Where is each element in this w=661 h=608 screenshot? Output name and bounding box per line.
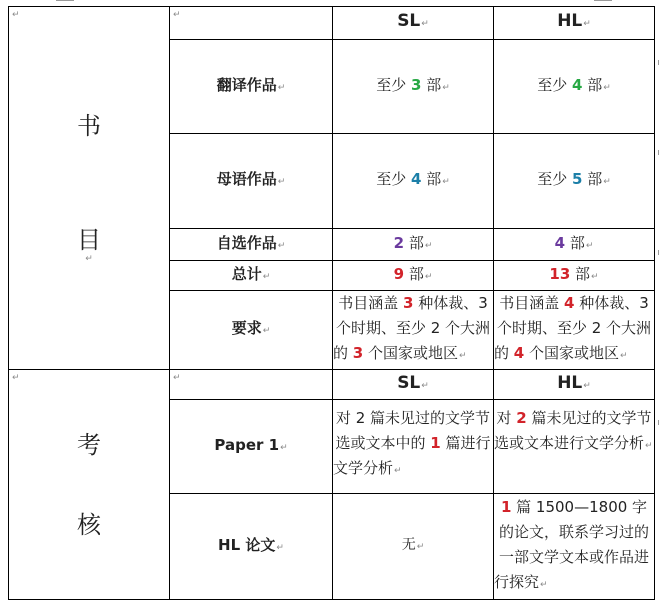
label-paper1: Paper 1↵ xyxy=(170,400,333,494)
header-sl: SL↵ xyxy=(333,7,494,40)
count-number: 13 xyxy=(549,264,571,283)
section-char-shu: 书 xyxy=(77,112,101,140)
hl-total: 13 部↵ xyxy=(494,261,655,291)
hl-requirements: 书目涵盖 4 种体裁、3 个时期、至少 2 个大洲的 4 个国家或地区↵ xyxy=(494,291,655,370)
sl-translated-works: 至少 3 部↵ xyxy=(333,40,494,134)
count-number: 1 xyxy=(500,498,512,516)
sl-hl-essay: 无↵ xyxy=(333,494,494,600)
count-number: 4 xyxy=(411,170,422,188)
label-native-works: 母语作品↵ xyxy=(170,134,333,229)
header-sl-assessment: SL↵ xyxy=(333,370,494,400)
section-char-mu: 目 xyxy=(77,226,101,254)
hl-elective-works: 4 部↵ xyxy=(494,229,655,261)
sl-total: 9 部↵ xyxy=(333,261,494,291)
margin-tick-right-1 xyxy=(658,60,659,65)
count-number: 4 xyxy=(554,233,566,252)
count-number: 5 xyxy=(572,170,583,188)
margin-tick-right-2 xyxy=(658,150,659,155)
label-elective-works: 自选作品↵ xyxy=(170,229,333,261)
margin-tick-top-left xyxy=(56,0,74,1)
hl-hl-essay: 1 篇 1500—1800 字的论文，联系学习过的一部文学文本或作品进行探究↵ xyxy=(494,494,655,600)
paragraph-mark: ↵ xyxy=(12,373,20,383)
header-hl: HL↵ xyxy=(494,7,655,40)
paragraph-mark: ↵ xyxy=(12,10,20,20)
margin-tick-top-right xyxy=(594,0,612,1)
hl-paper1: 对 2 篇未见过的文学节选或文本进行文学分析↵ xyxy=(494,400,655,494)
count-number: 4 xyxy=(572,75,583,94)
sl-paper1: 对 2 篇未见过的文学节选或文本中的 1 篇进行文学分析↵ xyxy=(333,400,494,494)
sl-native-works: 至少 4 部↵ xyxy=(333,134,494,229)
label-requirements: 要求↵ xyxy=(170,291,333,370)
booklist-header-row xyxy=(9,7,655,40)
count-number: 4 xyxy=(564,294,575,312)
sl-elective-works: 2 部↵ xyxy=(333,229,494,261)
section-char-kao: 考 xyxy=(77,430,101,459)
label-translated-works: 翻译作品↵ xyxy=(170,40,333,134)
assessment-header-blank xyxy=(170,370,333,400)
paragraph-mark: ↵ xyxy=(85,254,93,264)
count-number: 1 xyxy=(430,434,441,452)
header-hl-assessment: HL↵ xyxy=(494,370,655,400)
margin-tick-right-4 xyxy=(658,420,659,425)
count-number: 4 xyxy=(513,344,525,362)
count-number: 3 xyxy=(403,294,414,312)
label-hl-essay: HL 论文↵ xyxy=(170,494,333,600)
label-total: 总计↵ xyxy=(170,261,333,291)
booklist-header-blank xyxy=(170,7,333,40)
sl-requirements: 书目涵盖 3 种体裁、3 个时期、至少 2 个大洲的 3 个国家或地区↵ xyxy=(333,291,494,370)
margin-tick-right-3 xyxy=(658,250,659,255)
hl-native-works: 至少 5 部↵ xyxy=(494,134,655,229)
paragraph-mark: ↵ xyxy=(173,373,181,383)
count-number: 2 xyxy=(393,233,405,252)
curriculum-table xyxy=(8,6,655,600)
count-number: 3 xyxy=(411,75,422,94)
assessment-header-row xyxy=(9,370,655,400)
paragraph-mark: ↵ xyxy=(173,10,181,20)
count-number: 2 xyxy=(516,409,527,427)
booklist-section-cell xyxy=(9,7,170,370)
count-number: 3 xyxy=(352,344,364,362)
count-number: 9 xyxy=(393,264,405,283)
assessment-section-cell xyxy=(9,370,170,600)
section-char-he: 核 xyxy=(77,510,101,539)
hl-translated-works: 至少 4 部↵ xyxy=(494,40,655,134)
